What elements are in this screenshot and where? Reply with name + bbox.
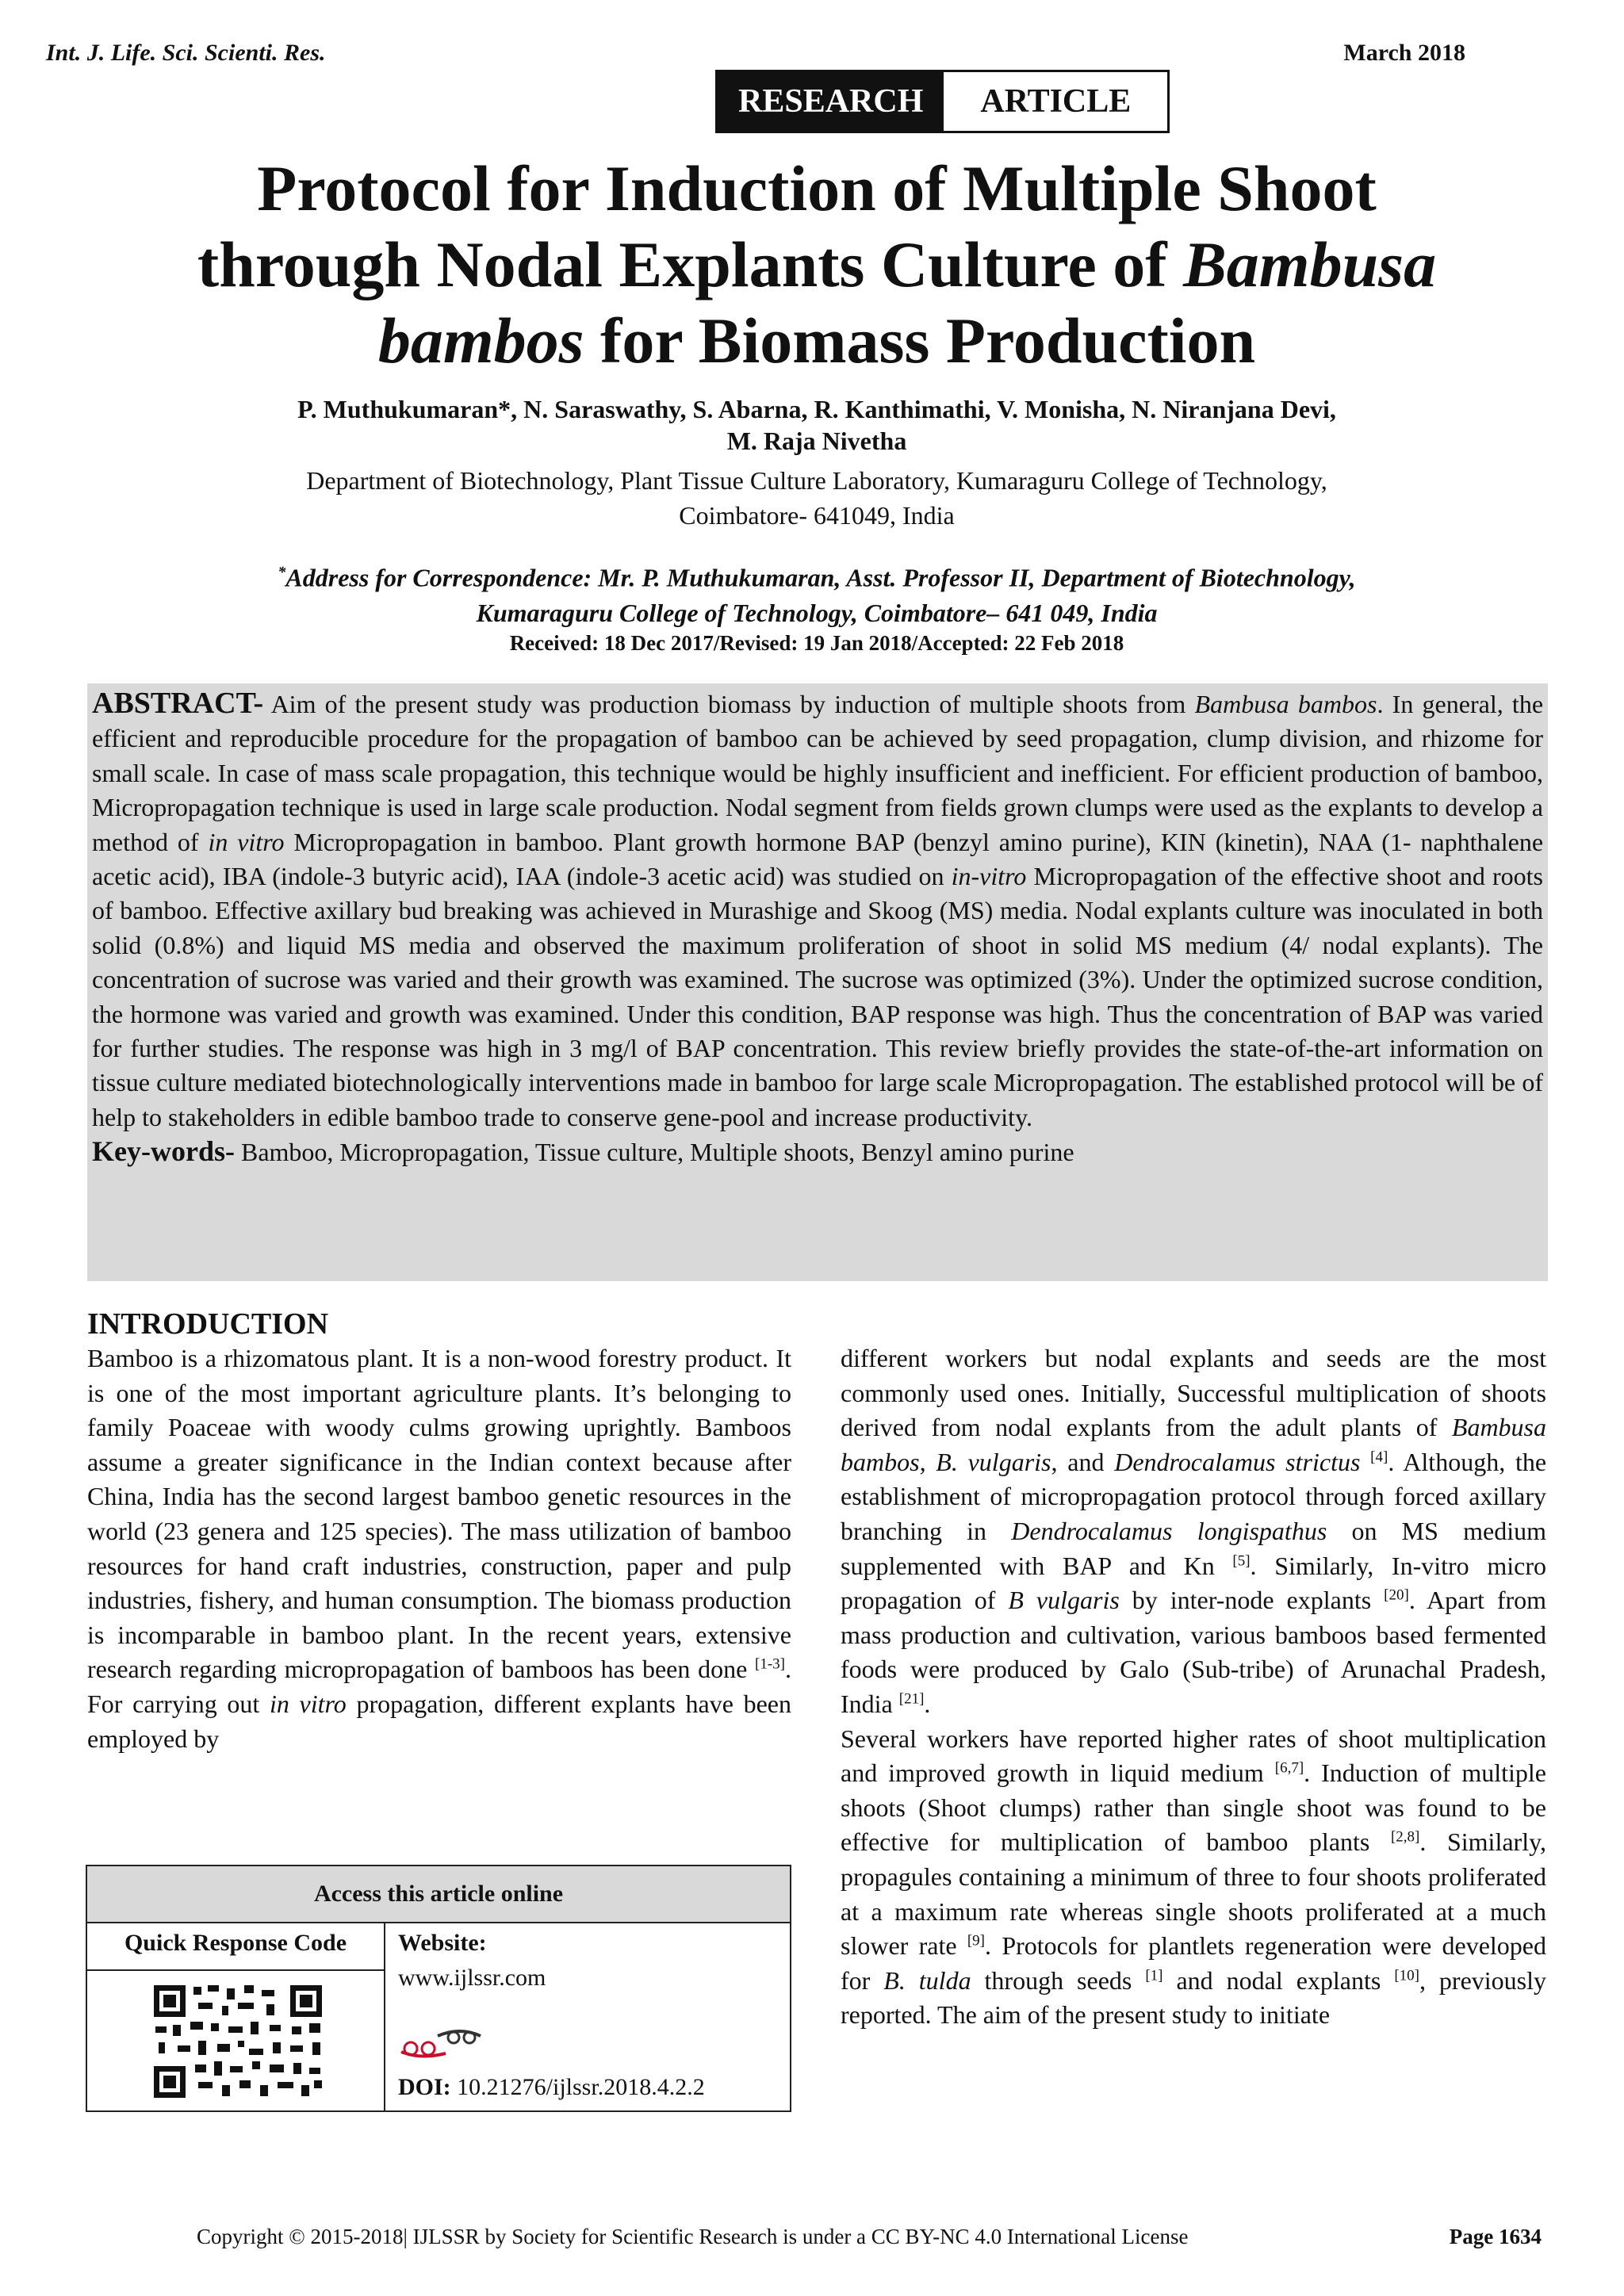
- text-run: . For carrying out: [87, 1655, 791, 1718]
- intro-right-column: [841, 1341, 1546, 2033]
- citation: [2,8]: [1390, 1828, 1420, 1846]
- website-label: Website:: [398, 1930, 487, 1956]
- citation: [4]: [1370, 1448, 1388, 1466]
- badge-research: RESEARCH: [718, 72, 944, 131]
- citation: [10]: [1394, 1967, 1419, 1984]
- issue-date: March 2018: [1343, 40, 1465, 66]
- text-run: , and: [1051, 1447, 1115, 1476]
- text-run: propagation, different explants have been employed by: [87, 1689, 792, 1753]
- intro-paragraph: [841, 1341, 1546, 1722]
- authors-line2: M. Raja Nivetha: [726, 427, 907, 455]
- title-line2: through Nodal Explants Culture of: [197, 228, 1184, 300]
- affiliation-line1: Department of Biotechnology, Plant Tissue Culture Laboratory, Kumaraguru College of Technology,: [306, 466, 1327, 495]
- text-run: different workers but nodal explants and seeds are the most commonly used ones. Initially, Successful multiplication of shoots derived from nodal explants from the adult plants of: [841, 1344, 1546, 1442]
- article-type-badge: [715, 70, 1170, 133]
- correspondence-mark: *: [278, 564, 286, 581]
- introduction-heading: INTRODUCTION: [87, 1307, 329, 1341]
- title-species: bambos: [377, 304, 584, 377]
- intro-paragraph: [87, 1341, 791, 1756]
- intro-paragraph: [841, 1722, 1546, 2033]
- abstract-part: Aim of the present study was production biomass by induction of multiple shoots from: [263, 690, 1195, 718]
- keywords-list: Bamboo, Micropropagation, Tissue culture, Multiple shoots, Benzyl amino purine: [234, 1138, 1074, 1167]
- abstract-part: Micropropagation in bamboo. Plant growth hormone BAP (benzyl amino purine), KIN (kinetin), NAA (1- naphthalene acetic acid), IBA (indole-3 butyric acid), IAA (indole-3 acetic acid) was studied on: [92, 827, 1544, 891]
- text-run: , previously reported. The aim of the present study to initiate: [841, 1965, 1547, 2030]
- correspondence-line1: Address for Correspondence: Mr. P. Muthukumaran, Asst. Professor II, Department of Biotechnology,: [285, 563, 1356, 592]
- crossref-logo-icon: [398, 2025, 485, 2063]
- text-run: on MS medium supplemented with BAP and Kn: [841, 1516, 1546, 1580]
- intro-left-column: [87, 1341, 791, 1756]
- website-link[interactable]: www.ijlssr.com: [398, 1965, 546, 1991]
- table-divider: [384, 1923, 385, 2112]
- abstract-italic: Bambusa bambos: [1194, 690, 1377, 718]
- abstract-part: . In general, the efficient and reproducible procedure for the propagation of bamboo can be achieved by seed propagation, clump division, and rhizome for small scale. In case of mass scale propagation, this technique would be highly insufficient and inefficient. For efficient production of bamboo, Micropropagation technique is used in large scale production. Nodal segment from fields grown clumps were used as the explants to develop a method of: [92, 690, 1544, 856]
- italic-run: Bambusa bambos, B. vulgaris: [841, 1413, 1546, 1476]
- paper-title: [79, 151, 1554, 379]
- citation: [6,7]: [1274, 1759, 1304, 1777]
- qr-code-icon[interactable]: [151, 1982, 325, 2101]
- text-run: . Protocols for plantlets regeneration were developed for: [841, 1931, 1546, 1995]
- italic-run: Dendrocalamus strictus: [1114, 1447, 1361, 1476]
- italic-run: in vitro: [269, 1689, 347, 1718]
- doi-value: 10.21276/ijlssr.2018.4.2.2: [450, 2074, 705, 2100]
- abstract-text: [92, 687, 1543, 1135]
- doi-text[interactable]: [398, 2074, 705, 2101]
- title-line3: for Biomass Production: [584, 304, 1256, 377]
- correspondence-line2: Kumaraguru College of Technology, Coimbatore– 641 049, India: [476, 598, 1158, 627]
- page-number: Page 1634: [1449, 2225, 1542, 2248]
- correspondence-address: [119, 555, 1515, 630]
- italic-run: B vulgaris: [1008, 1586, 1120, 1615]
- abstract-heading: ABSTRACT-: [92, 687, 264, 720]
- doi-label: DOI:: [398, 2074, 451, 2100]
- text-run: . Induction of multiple shoots (Shoot clumps) rather than single shoot was found to be effective for multiplication of bamboo plants: [841, 1758, 1547, 1857]
- abstract-italic: in-vitro: [951, 862, 1027, 891]
- text-run: .: [924, 1689, 931, 1718]
- text-run: . Although, the establishment of micropropagation protocol through forced axillary branching in: [841, 1447, 1547, 1545]
- access-online-box: [86, 1865, 791, 2112]
- abstract-box: [87, 683, 1548, 1281]
- title-line1: Protocol for Induction of Multiple Shoot: [257, 152, 1377, 224]
- keywords: [92, 1135, 1543, 1169]
- citation: [1-3]: [755, 1655, 785, 1673]
- title-genus: Bambusa: [1183, 228, 1437, 300]
- text-run: by inter-node explants: [1119, 1586, 1385, 1615]
- text-run: and nodal explants: [1162, 1965, 1395, 1995]
- citation: [5]: [1232, 1552, 1251, 1569]
- abstract-italic: in vitro: [208, 827, 285, 856]
- text-run: Several workers have reported higher rates of shoot multiplication and improved growth in liquid medium: [841, 1724, 1546, 1788]
- text-run: . Apart from mass production and cultivation, various bamboos based fermented foods were produced by Galo (Sub-tribe) of Arunachal Pradesh, India: [841, 1586, 1547, 1718]
- text-run: through seeds: [971, 1965, 1146, 1995]
- copyright-footer: Copyright © 2015-2018| IJLSSR by Society for Scientific Research is under a CC BY-NC 4.0 International License: [197, 2225, 1189, 2248]
- submission-dates: Received: 18 Dec 2017/Revised: 19 Jan 2018/Accepted: 22 Feb 2018: [509, 631, 1124, 655]
- italic-run: Dendrocalamus longispathus: [1011, 1516, 1327, 1545]
- authors-line1: P. Muthukumaran*, N. Saraswathy, S. Abarna, R. Kanthimathi, V. Monisha, N. Niranjana Devi,: [297, 395, 1336, 423]
- badge-article: ARTICLE: [944, 72, 1167, 131]
- affiliation: [159, 463, 1475, 533]
- citation: [9]: [967, 1932, 986, 1950]
- citation: [1]: [1145, 1967, 1163, 1984]
- text-run: . Similarly, propagules containing a minimum of three to four shoots proliferated at a maximum rate whereas single shoots proliferated at a much slower rate: [841, 1827, 1547, 1961]
- abstract-part: Micropropagation of the effective shoot and roots of bamboo. Effective axillary bud breaking was achieved in Murashige and Skoog (MS) media. Nodal explants culture was inoculated in both solid (0.8%) and liquid MS media and observed the maximum proliferation of shoot in solid MS medium (4/ nodal explants). The concentration of sucrose was varied and their growth was examined. The sucrose was optimized (3%). Under the optimized sucrose condition, the hormone was varied and growth was examined. Under this condition, BAP response was high. Thus the concentration of BAP was varied for further studies. The response was high in 3 mg/l of BAP concentration. This review briefly provides the state-of-the-art information on tissue culture mediated biotechnologically interventions made in bamboo for large scale Micropropagation. The established protocol will be of help to stakeholders in edible bamboo trade to conserve gene-pool and increase productivity.: [92, 862, 1544, 1131]
- qr-label: Quick Response Code: [124, 1930, 347, 1956]
- access-heading: Access this article online: [87, 1866, 790, 1923]
- affiliation-line2: Coimbatore- 641049, India: [679, 501, 955, 530]
- citation: [21]: [898, 1690, 925, 1708]
- text-run: Bamboo is a rhizomatous plant. It is a non-wood forestry product. It is one of the most important agriculture plants. It’s belonging to family Poaceae with woody culms growing uprightly. Bamboos assume a greater significance in the Indian context because after China, India has the second largest bamboo genetic resources in the world (23 genera and 125 species). The mass utilization of bamboo resources for hand craft industries, construction, paper and pulp industries, fishery, and human consumption. The biomass production is incomparable in bamboo plant. In the recent years, extensive research regarding micropropagation of bamboos has been done: [87, 1344, 791, 1684]
- citation: [20]: [1384, 1586, 1409, 1604]
- author-list: [159, 393, 1475, 457]
- keywords-heading: Key-words-: [92, 1135, 235, 1168]
- text-run: . Similarly, In-vitro micro propagation of: [841, 1551, 1547, 1615]
- table-divider: [87, 1969, 384, 1971]
- journal-name: Int. J. Life. Sci. Scienti. Res.: [46, 40, 326, 66]
- italic-run: B. tulda: [883, 1965, 971, 1995]
